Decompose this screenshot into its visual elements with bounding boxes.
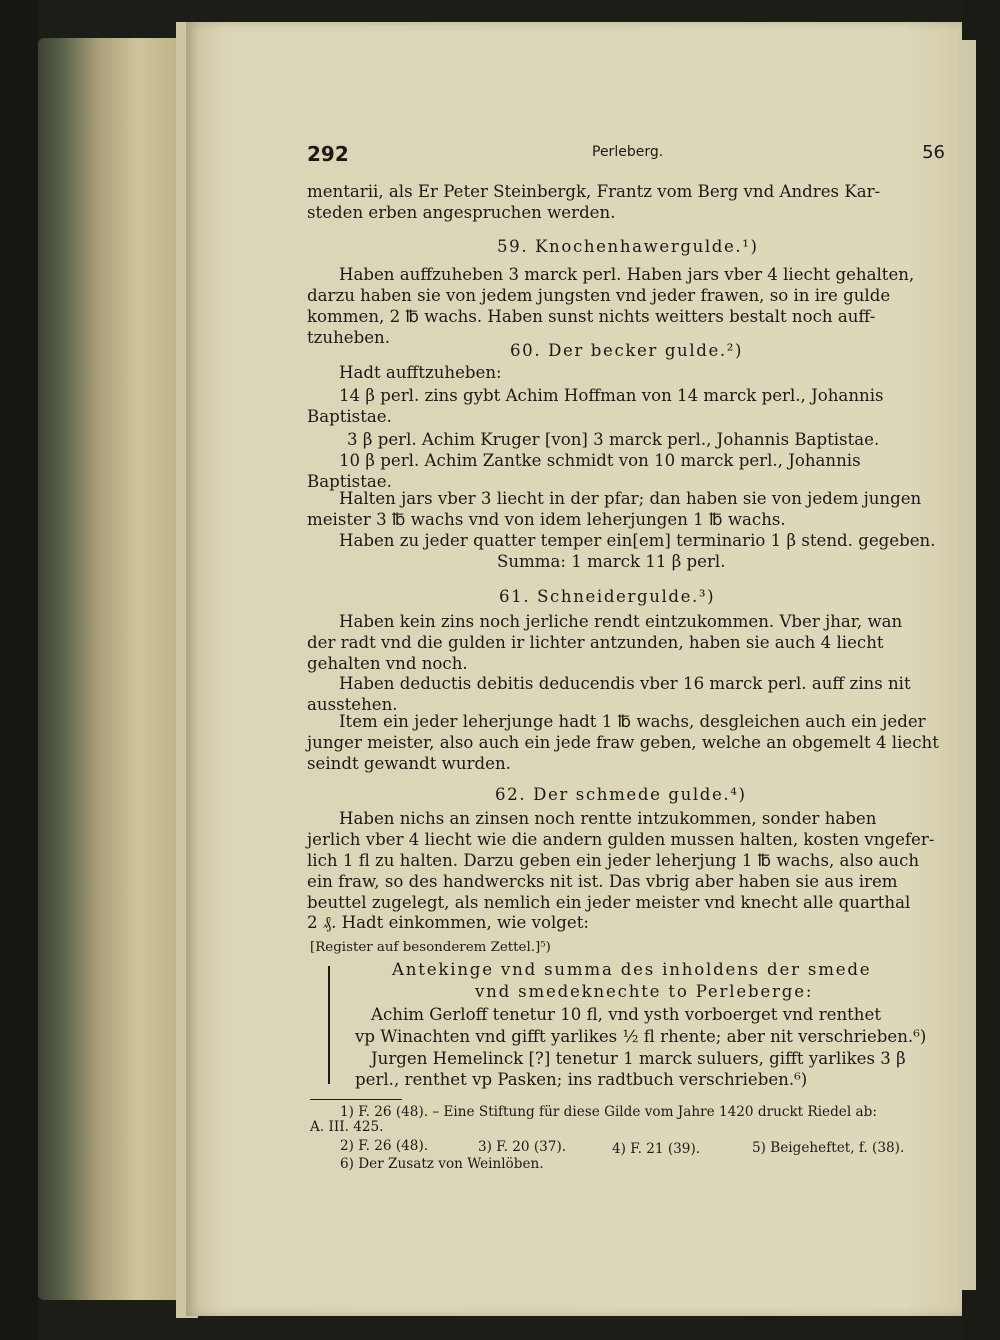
boxed-heading: vnd smedeknechte to Perleberge: [475, 982, 814, 1001]
boxed-line: Achim Gerloff tenetur 10 fl, vnd ysth vorboerget vnd renthet [371, 1005, 881, 1024]
section-heading: 59. Knochenhawergulde.¹) [497, 237, 759, 256]
text-line: Haben nichs an zinsen noch rentte intzukommen, sonder haben [339, 809, 877, 828]
text-line: Item ein jeder leherjunge hadt 1 ℔ wachs, desgleichen auch ein jeder [339, 712, 926, 731]
boxed-heading: Antekinge vnd summa des inholdens der smede [392, 960, 872, 979]
marginal-bar [328, 966, 330, 1084]
text-line: meister 3 ℔ wachs vnd von idem leherjungen 1 ℔ wachs. [307, 510, 786, 529]
page-number: 292 [307, 142, 349, 166]
section-heading: 61. Schneidergulde.³) [499, 587, 716, 606]
text-line: Hadt aufftzuheben: [339, 363, 502, 382]
text-line: Baptistae. [307, 472, 392, 491]
summary-line: Summa: 1 marck 11 β perl. [497, 552, 726, 571]
text-line: 10 β perl. Achim Zantke schmidt von 10 marck perl., Johannis [339, 451, 861, 470]
text-line: junger meister, also auch ein jede fraw geben, welche an obgemelt 4 liecht [307, 733, 939, 752]
footnote: 4) F. 21 (39). [612, 1141, 701, 1157]
text-line: kommen, 2 ℔ wachs. Haben sunst nichts weitters bestalt noch auff- [307, 307, 876, 326]
text-line: ausstehen. [307, 695, 398, 714]
text-line: Haben auffzuheben 3 marck perl. Haben jars vber 4 liecht gehalten, [339, 265, 915, 284]
boxed-line: Jurgen Hemelinck [?] tenetur 1 marck suluers, gifft yarlikes 3 β [371, 1049, 906, 1068]
footnote-rule [310, 1099, 402, 1100]
text-line: steden erben angespruchen werden. [307, 203, 616, 222]
text-line: lich 1 fl zu halten. Darzu geben ein jeder leherjung 1 ℔ wachs, also auch [307, 851, 920, 870]
text-line: der radt vnd die gulden ir lichter antzunden, haben sie auch 4 liecht [307, 633, 884, 652]
text-line: gehalten vnd noch. [307, 654, 468, 673]
register-note: [Register auf besonderem Zettel.]⁵) [310, 940, 551, 955]
boxed-line: perl., renthet vp Pasken; ins radtbuch verschrieben.⁶) [355, 1070, 808, 1089]
text-line: 14 β perl. zins gybt Achim Hoffman von 14 marck perl., Johannis [339, 386, 884, 405]
text-line: seindt gewandt wurden. [307, 754, 511, 773]
section-heading: 60. Der becker gulde.²) [510, 341, 744, 360]
text-line: beuttel zugelegt, als nemlich ein jeder meister vnd knecht alle quarthal [307, 893, 911, 912]
footnote: 2) F. 26 (48). [340, 1138, 429, 1154]
boxed-line: vp Winachten vnd gifft yarlikes ½ fl rhente; aber nit verschrieben.⁶) [355, 1027, 927, 1046]
book-page-edges [38, 38, 198, 1300]
text-line: jerlich vber 4 liecht wie die andern gulden mussen halten, kosten vngefer- [307, 830, 935, 849]
text-line: 3 β perl. Achim Kruger [von] 3 marck perl., Johannis Baptistae. [347, 430, 880, 449]
text-line: Baptistae. [307, 407, 392, 426]
text-line: Haben deductis debitis deducendis vber 16 marck perl. auff zins nit [339, 674, 911, 693]
footnote: 3) F. 20 (37). [478, 1139, 567, 1155]
text-line: darzu haben sie von jedem jungsten vnd jeder frawen, so in ire gulde [307, 286, 891, 305]
running-title: Perleberg. [592, 144, 664, 160]
text-line: Haben zu jeder quatter temper ein[em] terminario 1 β stend. gegeben. [339, 531, 936, 550]
page-header [307, 138, 947, 168]
folio-number: 56 [922, 142, 945, 163]
footnote: 5) Beigeheftet, f. (38). [752, 1140, 905, 1156]
footnote: 6) Der Zusatz von Weinlöben. [340, 1156, 544, 1172]
text-line: tzuheben. [307, 328, 391, 347]
footnote: A. III. 425. [310, 1119, 384, 1135]
section-heading: 62. Der schmede gulde.⁴) [495, 785, 747, 804]
text-line: Haben kein zins noch jerliche rendt eintzukommen. Vber jhar, wan [339, 612, 903, 631]
text-line: Halten jars vber 3 liecht in der pfar; dan haben sie von jedem jungen [339, 489, 922, 508]
background-left [0, 0, 38, 1340]
text-line: 2 ₰. Hadt einkommen, wie volget: [307, 913, 589, 932]
next-page-edge [960, 40, 976, 1290]
footnote: 1) F. 26 (48). – Eine Stiftung für diese Gilde vom Jahre 1420 druckt Riedel ab: [340, 1104, 877, 1120]
text-line: mentarii, als Er Peter Steinbergk, Frantz vom Berg vnd Andres Kar- [307, 182, 881, 201]
text-line: ein fraw, so des handwercks nit ist. Das vbrig aber haben sie aus irem [307, 872, 898, 891]
